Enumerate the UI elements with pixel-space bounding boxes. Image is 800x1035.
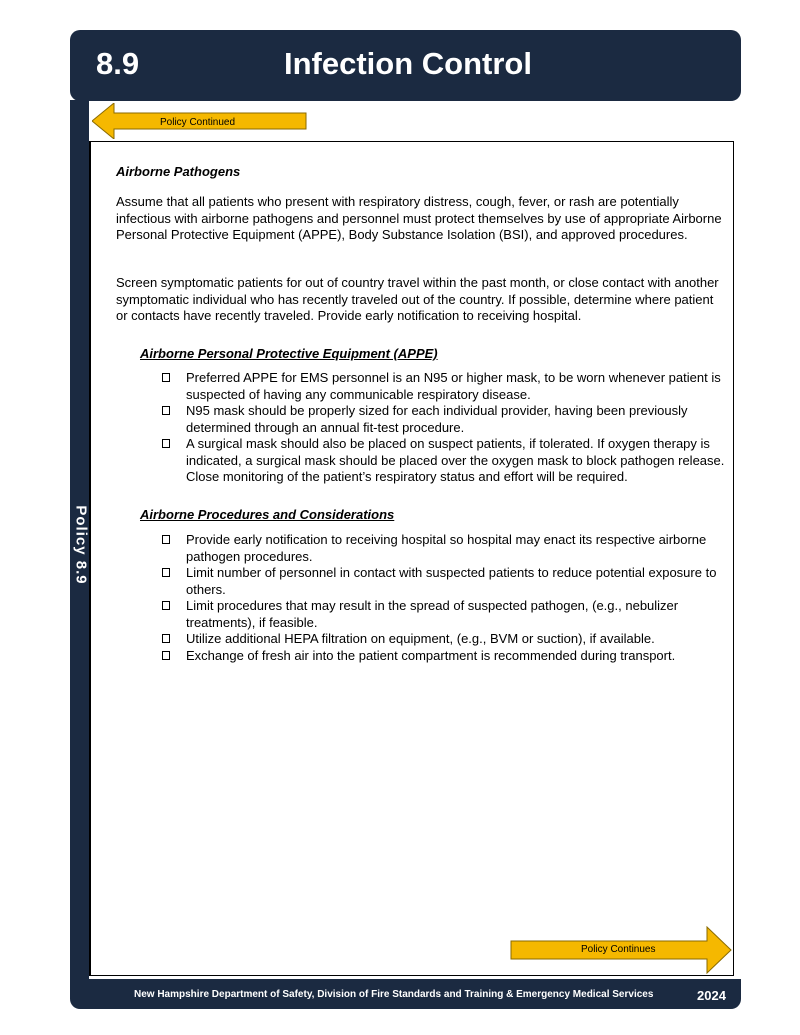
footer-year: 2024 — [697, 988, 726, 1003]
side-policy-label: Policy 8.9 — [72, 505, 90, 585]
checkbox-icon — [162, 535, 170, 544]
checkbox-icon — [162, 601, 170, 610]
paragraph: Assume that all patients who present with respiratory distress, cough, fever, or rash are potentially infectious with airborne pathogens and personnel must protect themselves by use of appropriate Airborne Personal Protective Equipment (APPE), Body Substance Isolation (BSI), and approved procedures. — [116, 194, 722, 242]
list-item: Limit procedures that may result in the spread of suspected pathogen, (e.g., nebulizer treatments), if feasible. — [158, 598, 733, 631]
policy-continued-link[interactable]: Policy Continued — [160, 117, 236, 128]
procedures-heading: Airborne Procedures and Considerations — [140, 507, 395, 522]
list-item: Provide early notification to receiving hospital so hospital may enact its respective airborne pathogen procedures. — [158, 532, 733, 565]
appe-heading: Airborne Personal Protective Equipment (APPE) — [140, 346, 438, 361]
page-title: Infection Control — [284, 46, 532, 81]
checkbox-icon — [162, 568, 170, 577]
list-item: Utilize additional HEPA filtration on equipment, (e.g., BVM or suction), if available. — [158, 631, 733, 648]
section-title: Airborne Pathogens — [116, 164, 241, 179]
list-item: A surgical mask should also be placed on suspect patients, if tolerated. If oxygen therapy is indicated, a surgical mask should be placed over the oxygen mask to block pathogen release. Close monitoring of the patient’s respiratory status and effort will be required. — [158, 436, 733, 486]
checkbox-icon — [162, 439, 170, 448]
checkbox-icon — [162, 373, 170, 382]
policy-number: 8.9 — [96, 46, 140, 81]
checkbox-icon — [162, 634, 170, 643]
footer-text: New Hampshire Department of Safety, Division of Fire Standards and Training & Emergency Medical Services — [134, 989, 654, 1000]
checkbox-icon — [162, 651, 170, 660]
list-item: Limit number of personnel in contact with suspected patients to reduce potential exposure to others. — [158, 565, 733, 598]
checkbox-icon — [162, 406, 170, 415]
appe-list — [158, 370, 733, 486]
paragraph: Screen symptomatic patients for out of country travel within the past month, or close contact with another symptomatic individual who has recently traveled out of the country. If possible, determine where patient or contacts have recently traveled. Provide early notification to receiving hospital. — [116, 275, 719, 323]
procedures-list — [158, 532, 733, 664]
policy-continues-link[interactable]: Policy Continues — [581, 944, 656, 955]
list-item: Preferred APPE for EMS personnel is an N95 or higher mask, to be worn whenever patient is suspected of having any communicable respiratory disease. — [158, 370, 733, 403]
list-item: N95 mask should be properly sized for each individual provider, having been previously determined through an annual fit-test procedure. — [158, 403, 733, 436]
list-item: Exchange of fresh air into the patient compartment is recommended during transport. — [158, 648, 733, 665]
